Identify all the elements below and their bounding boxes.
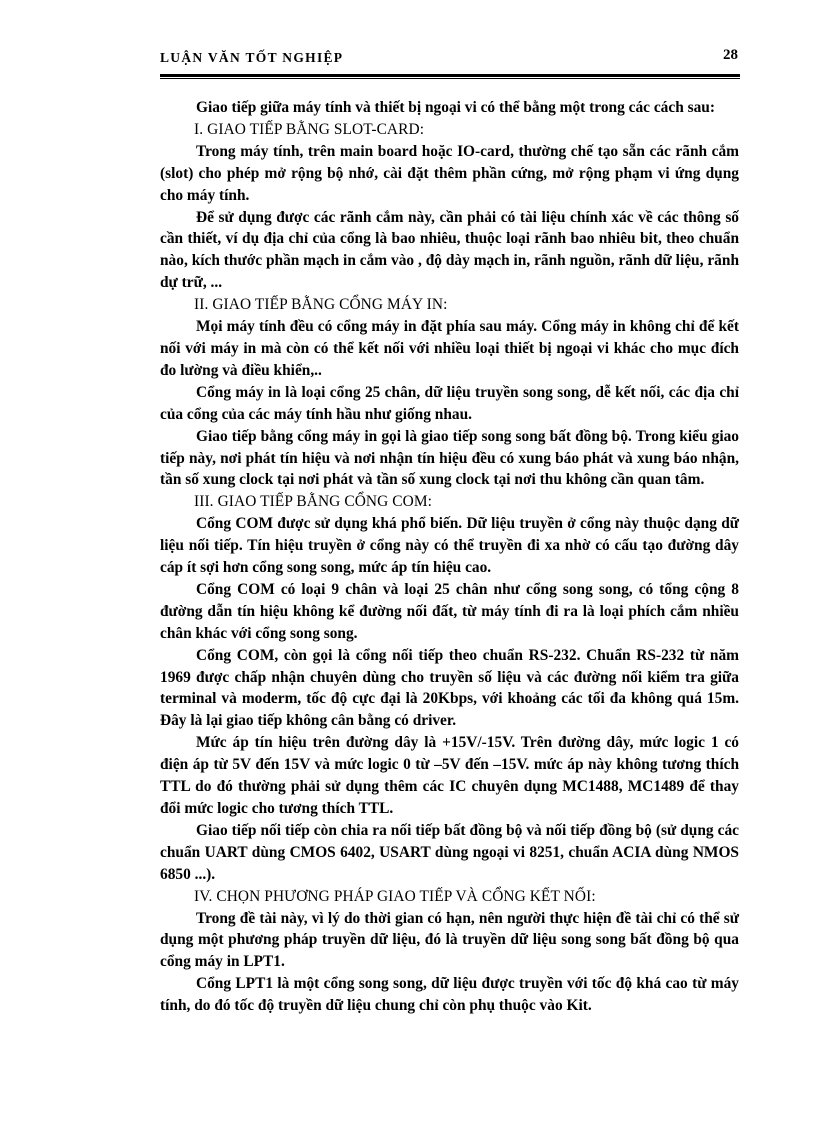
paragraph-slot-card-requirements: Để sử dụng được các rãnh cắm này, cần phải có tài liệu chính xác về các thông số cần thiết, ví dụ địa chỉ của cổng là bao nhiêu, thuộc loại rãnh bao nhiêu bit, theo chuẩn nào, kích thước phần mạch in cắm vào , độ dày mạch in, rãnh nguồn, rãnh dữ liệu, rãnh dự trữ, ... — [160, 208, 739, 292]
paragraph-slot-card-overview: Trong máy tính, trên main board hoặc IO-card, thường chế tạo sẵn các rãnh cắm (slot) cho phép mở rộng bộ nhớ, cài đặt thêm phần cứng, mở rộng phạm vi ứng dụng cho máy tính. — [160, 142, 739, 204]
section-heading-printer-port: II. GIAO TIẾP BẰNG CỔNG MÁY IN: — [194, 296, 448, 314]
page-body — [160, 97, 739, 1017]
intro-paragraph: Giao tiếp giữa máy tính và thiết bị ngoại vi có thể bằng một trong các cách sau: — [196, 99, 715, 116]
paragraph-lpt1: Cổng LPT1 là một cổng song song, dữ liệu được truyền với tốc độ khá cao từ máy tính, do đó tốc độ truyền dữ liệu chung chỉ còn phụ thuộc vào Kit. — [160, 975, 739, 1015]
paragraph-method-choice: Trong đề tài này, vì lý do thời gian có hạn, nên người thực hiện đề tài chỉ có thể sử dụng một phương pháp truyền dữ liệu, đó là truyền dữ liệu song song bất đồng bộ qua cổng máy in LPT1. — [160, 909, 739, 971]
section-heading-method-choice: IV. CHỌN PHƯƠNG PHÁP GIAO TIẾP VÀ CỔNG KẾT NỐI: — [194, 887, 596, 905]
section-heading-slot-card: I. GIAO TIẾP BẰNG SLOT-CARD: — [194, 120, 425, 138]
section-heading-com-port: III. GIAO TIẾP BẰNG CỔNG COM: — [194, 493, 433, 511]
paragraph-com-port-overview: Cổng COM được sử dụng khá phổ biến. Dữ liệu truyền ở cổng này thuộc dạng dữ liệu nối tiếp. Tín hiệu truyền ở cổng này có thể truyền đi xa nhờ có cấu tạo đường dây cáp ít sợi hơn cổng song song, mức áp tín hiệu cao. — [160, 515, 739, 577]
page-header — [160, 47, 740, 72]
paragraph-com-port-rs232: Cổng COM, còn gọi là cổng nối tiếp theo chuẩn RS-232. Chuẩn RS-232 từ năm 1969 được chấp nhận chuyên dùng cho truyền số liệu và các đường nối kiểm tra giữa terminal và moderm, tốc độ cực đại là 20Kbps, với khoảng các tối đa không quá 15m. Đây là lại giao tiếp không cân bằng có driver. — [160, 646, 739, 730]
paragraph-printer-port-overview: Mọi máy tính đều có cổng máy in đặt phía sau máy. Cổng máy in không chỉ để kết nối với máy in mà còn có thể kết nối với nhiều loại thiết bị ngoại vi khác cho mục đích đo lường và điều khiển,.. — [160, 318, 739, 379]
paragraph-com-port-serial-types: Giao tiếp nối tiếp còn chia ra nối tiếp bất đồng bộ và nối tiếp đồng bộ (sử dụng các chuẩn UART dùng CMOS 6402, USART dùng ngoại vi 8251, chuẩn ACIA dùng NMOS 6850 ...). — [160, 821, 739, 883]
header-divider — [160, 74, 740, 79]
paragraph-printer-port-async: Giao tiếp bằng cổng máy in gọi là giao tiếp song song bất đồng bộ. Trong kiểu giao tiếp này, nơi phát tín hiệu và nơi nhận tín hiệu đều có xung báo phát và xung báo nhận, tần số xung clock tại nơi phát và tần số xung clock tại nơi thu không cần quan tâm. — [160, 427, 739, 489]
document-title: LUẬN VĂN TỐT NGHIỆP — [160, 50, 344, 65]
page-number: 28 — [723, 47, 738, 63]
paragraph-printer-port-pins: Cổng máy in là loại cổng 25 chân, dữ liệu truyền song song, dễ kết nối, các địa chỉ của cổng của các máy tính hầu như giống nhau. — [160, 383, 739, 423]
paragraph-com-port-pins: Cổng COM có loại 9 chân và loại 25 chân như cổng song song, có tổng cộng 8 đường dẫn tín hiệu không kể đường nối đất, từ máy tính đi ra là loại phích cắm nhiều chân khác với cổng song song. — [160, 580, 739, 642]
paragraph-com-port-voltage: Mức áp tín hiệu trên đường dây là +15V/-15V. Trên đường dây, mức logic 1 có điện áp từ 5V đến 15V và mức logic 0 từ –5V đến –15V. mức áp này không tương thích TTL do đó thường phải sử dụng thêm các IC chuyên dụng MC1488, MC1489 để thay đổi mức logic cho tương thích TTL. — [160, 734, 739, 817]
